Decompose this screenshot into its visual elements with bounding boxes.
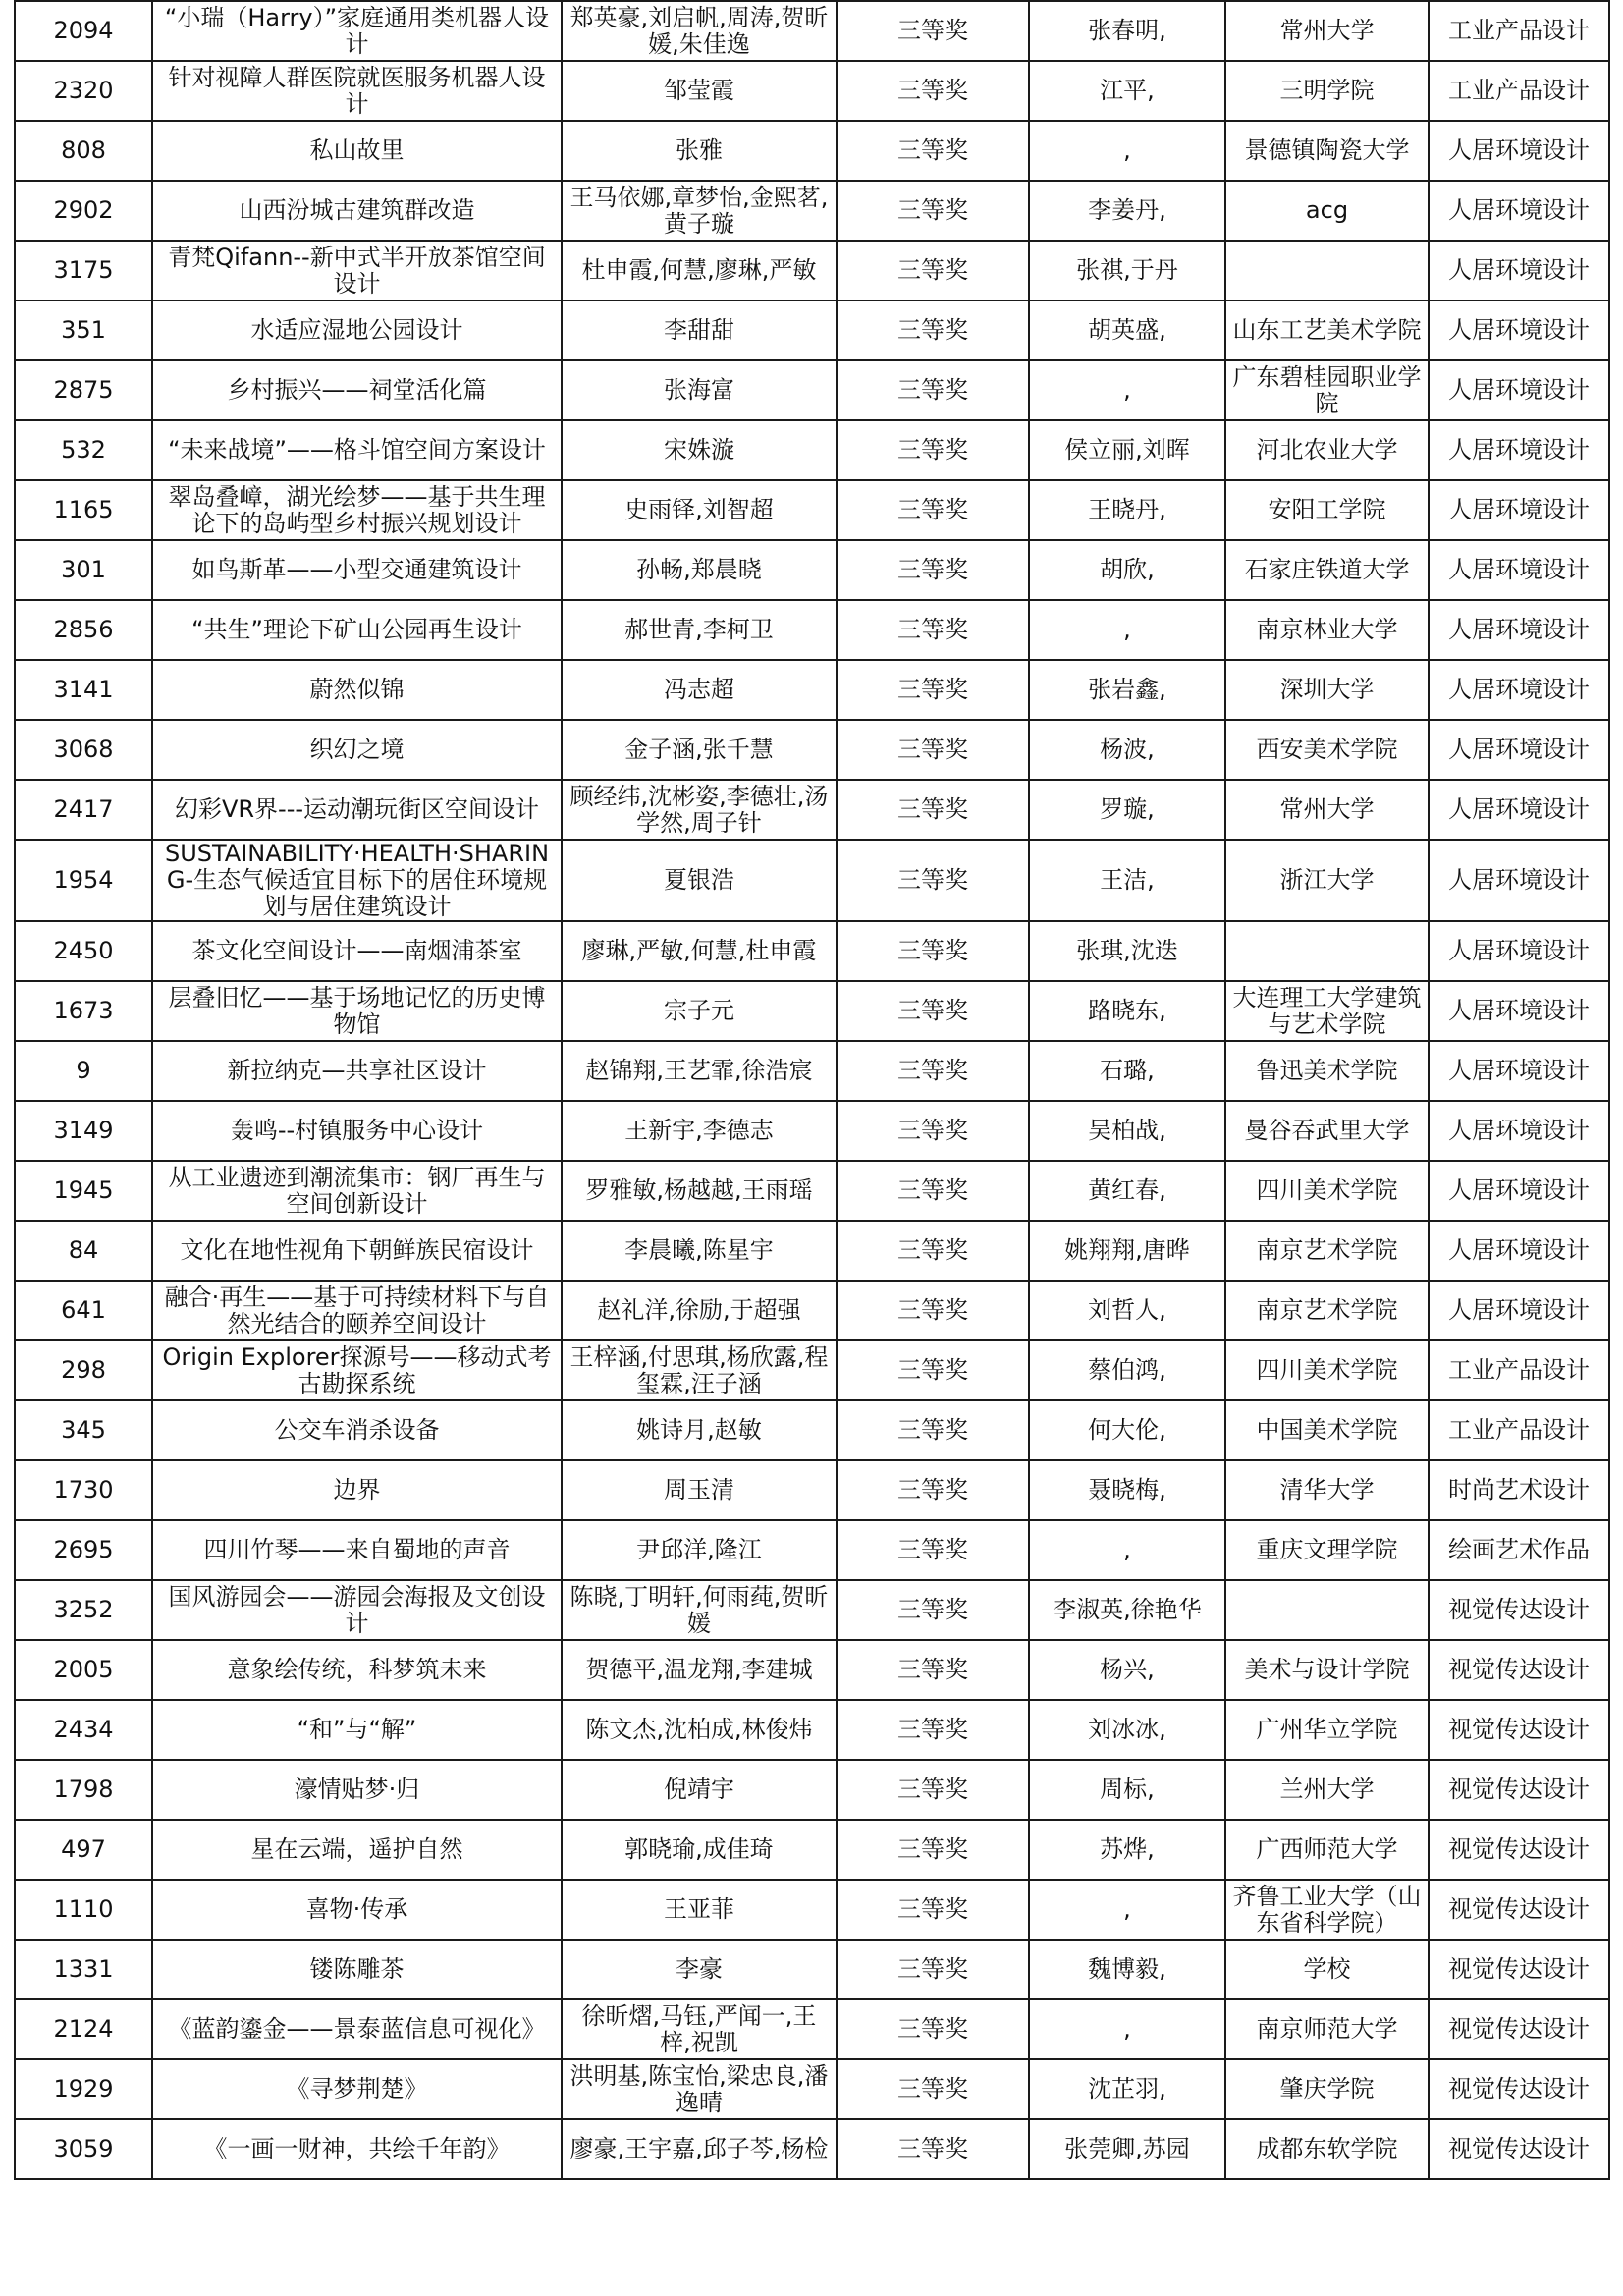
entry-title-cell: “未来战境”——格斗馆空间方案设计 [152,420,562,480]
entry-title-cell: “和”与“解” [152,1700,562,1760]
entry-id-cell: 2856 [15,600,152,660]
awards-table [14,0,1610,2180]
entry-title-cell: 针对视障人群医院就医服务机器人设计 [152,61,562,121]
entry-authors-cell: 尹邱洋,隆江 [562,1520,837,1580]
entry-category-cell: 视觉传达设计 [1429,1999,1609,2059]
entry-category-cell: 人居环境设计 [1429,480,1609,540]
table-row [15,1340,1609,1400]
entry-id-cell: 641 [15,1281,152,1340]
entry-authors-cell: 顾经纬,沈彬姿,李德壮,汤学然,周子针 [562,780,837,840]
entry-title-cell: 山西汾城古建筑群改造 [152,181,562,241]
entry-award-cell: 三等奖 [837,1400,1029,1460]
entry-category-cell: 人居环境设计 [1429,1161,1609,1221]
entry-id-cell: 2695 [15,1520,152,1580]
table-row [15,1161,1609,1221]
entry-authors-cell: 廖豪,王宇嘉,邱子芩,杨检 [562,2119,837,2179]
table-row [15,2059,1609,2119]
entry-authors-cell: 宋姝漩 [562,420,837,480]
entry-category-cell: 人居环境设计 [1429,540,1609,600]
entry-title-cell: SUSTAINABILITY·HEALTH·SHARING-生态气候适宜目标下的居住环境规划与居住建筑设计 [152,840,562,921]
entry-category-cell: 人居环境设计 [1429,1041,1609,1101]
table-row [15,181,1609,241]
entry-title-cell: 星在云端，遥护自然 [152,1820,562,1880]
entry-title-cell: 轰鸣--村镇服务中心设计 [152,1101,562,1161]
entry-school-cell: 曼谷吞武里大学 [1225,1101,1429,1161]
entry-advisor-cell: 黄红春, [1029,1161,1225,1221]
entry-title-cell: 融合·再生——基于可持续材料下与自然光结合的颐养空间设计 [152,1281,562,1340]
table-row [15,840,1609,921]
table-row [15,2119,1609,2179]
entry-id-cell: 1954 [15,840,152,921]
entry-authors-cell: 贺德平,温龙翔,李建城 [562,1640,837,1700]
entry-school-cell: 浙江大学 [1225,840,1429,921]
entry-authors-cell: 王新宇,李德志 [562,1101,837,1161]
entry-title-cell: 四川竹琴——来自蜀地的声音 [152,1520,562,1580]
entry-award-cell: 三等奖 [837,420,1029,480]
entry-category-cell: 人居环境设计 [1429,600,1609,660]
entry-school-cell: 鲁迅美术学院 [1225,1041,1429,1101]
entry-award-cell: 三等奖 [837,660,1029,720]
entry-advisor-cell: 周标, [1029,1760,1225,1820]
entry-advisor-cell: 刘冰冰, [1029,1700,1225,1760]
entry-category-cell: 人居环境设计 [1429,420,1609,480]
entry-school-cell [1225,241,1429,301]
entry-id-cell: 84 [15,1221,152,1281]
entry-authors-cell: 郭晓瑜,成佳琦 [562,1820,837,1880]
entry-award-cell: 三等奖 [837,1700,1029,1760]
entry-id-cell: 3141 [15,660,152,720]
entry-award-cell: 三等奖 [837,121,1029,181]
entry-category-cell: 视觉传达设计 [1429,1940,1609,1999]
entry-authors-cell: 周玉清 [562,1460,837,1520]
entry-category-cell: 视觉传达设计 [1429,1580,1609,1640]
entry-advisor-cell: 胡欣, [1029,540,1225,600]
entry-category-cell: 人居环境设计 [1429,301,1609,360]
entry-id-cell: 1945 [15,1161,152,1221]
entry-school-cell: 肇庆学院 [1225,2059,1429,2119]
entry-school-cell: 广西师范大学 [1225,1820,1429,1880]
table-row [15,1520,1609,1580]
entry-id-cell: 2902 [15,181,152,241]
entry-id-cell: 3149 [15,1101,152,1161]
entry-authors-cell: 廖琳,严敏,何慧,杜申霞 [562,921,837,981]
entry-title-cell: 如鸟斯革——小型交通建筑设计 [152,540,562,600]
entry-id-cell: 1798 [15,1760,152,1820]
entry-category-cell: 人居环境设计 [1429,921,1609,981]
entry-authors-cell: 李晨曦,陈星宇 [562,1221,837,1281]
entry-category-cell: 人居环境设计 [1429,1221,1609,1281]
table-row [15,981,1609,1041]
entry-category-cell: 人居环境设计 [1429,1281,1609,1340]
entry-award-cell: 三等奖 [837,840,1029,921]
entry-authors-cell: 宗子元 [562,981,837,1041]
entry-category-cell: 工业产品设计 [1429,61,1609,121]
entry-id-cell: 1331 [15,1940,152,1999]
table-row [15,1820,1609,1880]
entry-authors-cell: 洪明基,陈宝怡,梁忠良,潘逸晴 [562,2059,837,2119]
entry-advisor-cell: 刘哲人, [1029,1281,1225,1340]
entry-school-cell: 南京师范大学 [1225,1999,1429,2059]
entry-title-cell: 濠情贴梦·归 [152,1760,562,1820]
entry-advisor-cell: 罗璇, [1029,780,1225,840]
entry-authors-cell: 赵锦翔,王艺霏,徐浩宸 [562,1041,837,1101]
entry-id-cell: 2094 [15,1,152,61]
table-row [15,1940,1609,1999]
entry-category-cell: 视觉传达设计 [1429,1880,1609,1940]
entry-authors-cell: 邹莹霞 [562,61,837,121]
entry-category-cell: 工业产品设计 [1429,1340,1609,1400]
entry-advisor-cell: 张岩鑫, [1029,660,1225,720]
table-row [15,600,1609,660]
entry-school-cell: 美术与设计学院 [1225,1640,1429,1700]
entry-advisor-cell: 江平, [1029,61,1225,121]
entry-category-cell: 人居环境设计 [1429,780,1609,840]
entry-award-cell: 三等奖 [837,1880,1029,1940]
entry-advisor-cell: 王洁, [1029,840,1225,921]
entry-advisor-cell: 沈芷羽, [1029,2059,1225,2119]
entry-id-cell: 532 [15,420,152,480]
entry-authors-cell: 郑英豪,刘启帆,周涛,贺昕媛,朱佳逸 [562,1,837,61]
entry-award-cell: 三等奖 [837,2119,1029,2179]
entry-title-cell: “共生”理论下矿山公园再生设计 [152,600,562,660]
entry-id-cell: 2875 [15,360,152,420]
entry-authors-cell: 冯志超 [562,660,837,720]
table-row [15,660,1609,720]
entry-advisor-cell: , [1029,600,1225,660]
entry-authors-cell: 倪靖宇 [562,1760,837,1820]
entry-award-cell: 三等奖 [837,600,1029,660]
entry-title-cell: 新拉纳克—共享社区设计 [152,1041,562,1101]
entry-id-cell: 497 [15,1820,152,1880]
entry-title-cell: 私山故里 [152,121,562,181]
entry-category-cell: 人居环境设计 [1429,660,1609,720]
entry-title-cell: 茶文化空间设计——南烟浦茶室 [152,921,562,981]
table-row [15,1281,1609,1340]
entry-authors-cell: 孙畅,郑晨晓 [562,540,837,600]
entry-advisor-cell: 张琪,沈迭 [1029,921,1225,981]
entry-title-cell: 边界 [152,1460,562,1520]
entry-advisor-cell: 胡英盛, [1029,301,1225,360]
table-row [15,1221,1609,1281]
entry-school-cell: 常州大学 [1225,1,1429,61]
entry-school-cell: 四川美术学院 [1225,1340,1429,1400]
awards-table-body [15,1,1609,2179]
entry-award-cell: 三等奖 [837,301,1029,360]
entry-award-cell: 三等奖 [837,1940,1029,1999]
entry-title-cell: 《蓝韵鎏金——景泰蓝信息可视化》 [152,1999,562,2059]
entry-id-cell: 2417 [15,780,152,840]
table-row [15,1760,1609,1820]
entry-authors-cell: 陈文杰,沈柏成,林俊炜 [562,1700,837,1760]
entry-advisor-cell: 何大伦, [1029,1400,1225,1460]
table-row [15,1400,1609,1460]
entry-id-cell: 3059 [15,2119,152,2179]
table-row [15,1460,1609,1520]
entry-award-cell: 三等奖 [837,1340,1029,1400]
entry-school-cell: acg [1225,181,1429,241]
table-row [15,1580,1609,1640]
entry-category-cell: 人居环境设计 [1429,360,1609,420]
entry-category-cell: 视觉传达设计 [1429,1700,1609,1760]
entry-award-cell: 三等奖 [837,1161,1029,1221]
entry-category-cell: 人居环境设计 [1429,840,1609,921]
entry-authors-cell: 王亚菲 [562,1880,837,1940]
table-row [15,1640,1609,1700]
entry-advisor-cell: 聂晓梅, [1029,1460,1225,1520]
entry-category-cell: 视觉传达设计 [1429,1820,1609,1880]
entry-school-cell: 广东碧桂园职业学院 [1225,360,1429,420]
entry-school-cell: 山东工艺美术学院 [1225,301,1429,360]
entry-category-cell: 绘画艺术作品 [1429,1520,1609,1580]
entry-school-cell: 四川美术学院 [1225,1161,1429,1221]
table-row [15,1700,1609,1760]
entry-advisor-cell: 张春明, [1029,1,1225,61]
entry-id-cell: 3175 [15,241,152,301]
entry-title-cell: 青梵Qifann--新中式半开放茶馆空间设计 [152,241,562,301]
entry-advisor-cell: 王晓丹, [1029,480,1225,540]
entry-award-cell: 三等奖 [837,1999,1029,2059]
entry-title-cell: 织幻之境 [152,720,562,780]
entry-title-cell: 镂陈雕茶 [152,1940,562,1999]
entry-id-cell: 1929 [15,2059,152,2119]
entry-advisor-cell: , [1029,1520,1225,1580]
entry-advisor-cell: 姚翔翔,唐晔 [1029,1221,1225,1281]
entry-authors-cell: 李豪 [562,1940,837,1999]
entry-award-cell: 三等奖 [837,1221,1029,1281]
entry-school-cell: 石家庄铁道大学 [1225,540,1429,600]
entry-advisor-cell: , [1029,1880,1225,1940]
entry-school-cell: 河北农业大学 [1225,420,1429,480]
entry-school-cell [1225,1580,1429,1640]
table-row [15,540,1609,600]
entry-school-cell: 三明学院 [1225,61,1429,121]
entry-advisor-cell: 苏烨, [1029,1820,1225,1880]
entry-award-cell: 三等奖 [837,241,1029,301]
entry-advisor-cell: 李姜丹, [1029,181,1225,241]
entry-authors-cell: 张雅 [562,121,837,181]
entry-award-cell: 三等奖 [837,780,1029,840]
table-row [15,1999,1609,2059]
entry-id-cell: 808 [15,121,152,181]
entry-title-cell: 文化在地性视角下朝鲜族民宿设计 [152,1221,562,1281]
entry-title-cell: 翠岛叠嶂，湖光绘梦——基于共生理论下的岛屿型乡村振兴规划设计 [152,480,562,540]
entry-advisor-cell: 张莞卿,苏园 [1029,2119,1225,2179]
entry-award-cell: 三等奖 [837,480,1029,540]
entry-award-cell: 三等奖 [837,61,1029,121]
table-row [15,301,1609,360]
entry-id-cell: 1110 [15,1880,152,1940]
entry-title-cell: 《一画一财神，共绘千年韵》 [152,2119,562,2179]
entry-advisor-cell: 张祺,于丹 [1029,241,1225,301]
entry-school-cell: 齐鲁工业大学（山东省科学院） [1225,1880,1429,1940]
table-row [15,780,1609,840]
entry-authors-cell: 徐昕熠,马钰,严闻一,王梓,祝凯 [562,1999,837,2059]
entry-award-cell: 三等奖 [837,1640,1029,1700]
entry-award-cell: 三等奖 [837,1580,1029,1640]
entry-award-cell: 三等奖 [837,181,1029,241]
entry-school-cell: 南京林业大学 [1225,600,1429,660]
entry-id-cell: 1673 [15,981,152,1041]
entry-category-cell: 人居环境设计 [1429,1101,1609,1161]
entry-authors-cell: 姚诗月,赵敏 [562,1400,837,1460]
entry-id-cell: 345 [15,1400,152,1460]
entry-school-cell: 大连理工大学建筑与艺术学院 [1225,981,1429,1041]
entry-id-cell: 3068 [15,720,152,780]
entry-award-cell: 三等奖 [837,921,1029,981]
entry-title-cell: 水适应湿地公园设计 [152,301,562,360]
entry-school-cell: 深圳大学 [1225,660,1429,720]
entry-id-cell: 1730 [15,1460,152,1520]
table-row [15,360,1609,420]
entry-advisor-cell: 杨兴, [1029,1640,1225,1700]
entry-school-cell [1225,921,1429,981]
table-row [15,720,1609,780]
entry-school-cell: 兰州大学 [1225,1760,1429,1820]
entry-authors-cell: 李甜甜 [562,301,837,360]
entry-award-cell: 三等奖 [837,360,1029,420]
entry-advisor-cell: 蔡伯鸿, [1029,1340,1225,1400]
entry-award-cell: 三等奖 [837,1281,1029,1340]
entry-title-cell: 幻彩VR界---运动潮玩街区空间设计 [152,780,562,840]
entry-authors-cell: 夏银浩 [562,840,837,921]
entry-title-cell: 蔚然似锦 [152,660,562,720]
entry-id-cell: 351 [15,301,152,360]
entry-category-cell: 时尚艺术设计 [1429,1460,1609,1520]
table-row [15,1101,1609,1161]
entry-award-cell: 三等奖 [837,2059,1029,2119]
entry-authors-cell: 陈晓,丁明轩,何雨莼,贺昕媛 [562,1580,837,1640]
entry-award-cell: 三等奖 [837,720,1029,780]
entry-advisor-cell: 杨波, [1029,720,1225,780]
entry-category-cell: 人居环境设计 [1429,241,1609,301]
entry-id-cell: 3252 [15,1580,152,1640]
entry-school-cell: 重庆文理学院 [1225,1520,1429,1580]
entry-category-cell: 视觉传达设计 [1429,1760,1609,1820]
entry-school-cell: 西安美术学院 [1225,720,1429,780]
entry-title-cell: 乡村振兴——祠堂活化篇 [152,360,562,420]
table-row [15,121,1609,181]
entry-title-cell: 公交车消杀设备 [152,1400,562,1460]
entry-id-cell: 2124 [15,1999,152,2059]
entry-category-cell: 人居环境设计 [1429,720,1609,780]
entry-id-cell: 301 [15,540,152,600]
entry-title-cell: 国风游园会——游园会海报及文创设计 [152,1580,562,1640]
entry-authors-cell: 张海富 [562,360,837,420]
entry-title-cell: 喜物·传承 [152,1880,562,1940]
entry-advisor-cell: 吴柏战, [1029,1101,1225,1161]
entry-advisor-cell: 侯立丽,刘晖 [1029,420,1225,480]
entry-school-cell: 成都东软学院 [1225,2119,1429,2179]
table-row [15,420,1609,480]
entry-title-cell: 从工业遗迹到潮流集市：钢厂再生与空间创新设计 [152,1161,562,1221]
entry-authors-cell: 史雨铎,刘智超 [562,480,837,540]
entry-id-cell: 2320 [15,61,152,121]
table-row [15,1,1609,61]
entry-school-cell: 常州大学 [1225,780,1429,840]
entry-category-cell: 工业产品设计 [1429,1400,1609,1460]
entry-award-cell: 三等奖 [837,1520,1029,1580]
entry-award-cell: 三等奖 [837,1101,1029,1161]
entry-advisor-cell: 石璐, [1029,1041,1225,1101]
entry-advisor-cell: , [1029,360,1225,420]
entry-authors-cell: 杜申霞,何慧,廖琳,严敏 [562,241,837,301]
entry-award-cell: 三等奖 [837,1760,1029,1820]
entry-title-cell: 《寻梦荆楚》 [152,2059,562,2119]
entry-advisor-cell: 路晓东, [1029,981,1225,1041]
entry-title-cell: 层叠旧忆——基于场地记忆的历史博物馆 [152,981,562,1041]
entry-advisor-cell: , [1029,121,1225,181]
entry-category-cell: 人居环境设计 [1429,181,1609,241]
entry-school-cell: 广州华立学院 [1225,1700,1429,1760]
entry-advisor-cell: , [1029,1999,1225,2059]
entry-id-cell: 298 [15,1340,152,1400]
entry-school-cell: 中国美术学院 [1225,1400,1429,1460]
entry-category-cell: 工业产品设计 [1429,1,1609,61]
table-row [15,241,1609,301]
entry-school-cell: 清华大学 [1225,1460,1429,1520]
entry-title-cell: “小瑞（Harry）”家庭通用类机器人设计 [152,1,562,61]
entry-id-cell: 2450 [15,921,152,981]
entry-school-cell: 南京艺术学院 [1225,1281,1429,1340]
entry-category-cell: 人居环境设计 [1429,981,1609,1041]
entry-category-cell: 视觉传达设计 [1429,1640,1609,1700]
entry-authors-cell: 罗雅敏,杨越越,王雨瑶 [562,1161,837,1221]
entry-award-cell: 三等奖 [837,1,1029,61]
entry-authors-cell: 赵礼洋,徐励,于超强 [562,1281,837,1340]
entry-title-cell: 意象绘传统，科梦筑未来 [152,1640,562,1700]
table-row [15,1880,1609,1940]
entry-award-cell: 三等奖 [837,540,1029,600]
entry-advisor-cell: 魏博毅, [1029,1940,1225,1999]
entry-school-cell: 安阳工学院 [1225,480,1429,540]
entry-id-cell: 1165 [15,480,152,540]
table-row [15,921,1609,981]
entry-category-cell: 人居环境设计 [1429,121,1609,181]
entry-award-cell: 三等奖 [837,1820,1029,1880]
entry-id-cell: 2434 [15,1700,152,1760]
table-row [15,61,1609,121]
entry-authors-cell: 王马依娜,章梦怡,金熙茗,黄子璇 [562,181,837,241]
entry-school-cell: 景德镇陶瓷大学 [1225,121,1429,181]
entry-id-cell: 9 [15,1041,152,1101]
entry-id-cell: 2005 [15,1640,152,1700]
entry-award-cell: 三等奖 [837,981,1029,1041]
table-row [15,1041,1609,1101]
entry-authors-cell: 王梓涵,付思琪,杨欣露,程玺霖,汪子涵 [562,1340,837,1400]
entry-category-cell: 视觉传达设计 [1429,2059,1609,2119]
entry-advisor-cell: 李淑英,徐艳华 [1029,1580,1225,1640]
entry-category-cell: 视觉传达设计 [1429,2119,1609,2179]
entry-authors-cell: 郝世青,李柯卫 [562,600,837,660]
entry-award-cell: 三等奖 [837,1041,1029,1101]
entry-school-cell: 学校 [1225,1940,1429,1999]
entry-award-cell: 三等奖 [837,1460,1029,1520]
entry-title-cell: Origin Explorer探源号——移动式考古勘探系统 [152,1340,562,1400]
table-row [15,480,1609,540]
entry-authors-cell: 金子涵,张千慧 [562,720,837,780]
entry-school-cell: 南京艺术学院 [1225,1221,1429,1281]
